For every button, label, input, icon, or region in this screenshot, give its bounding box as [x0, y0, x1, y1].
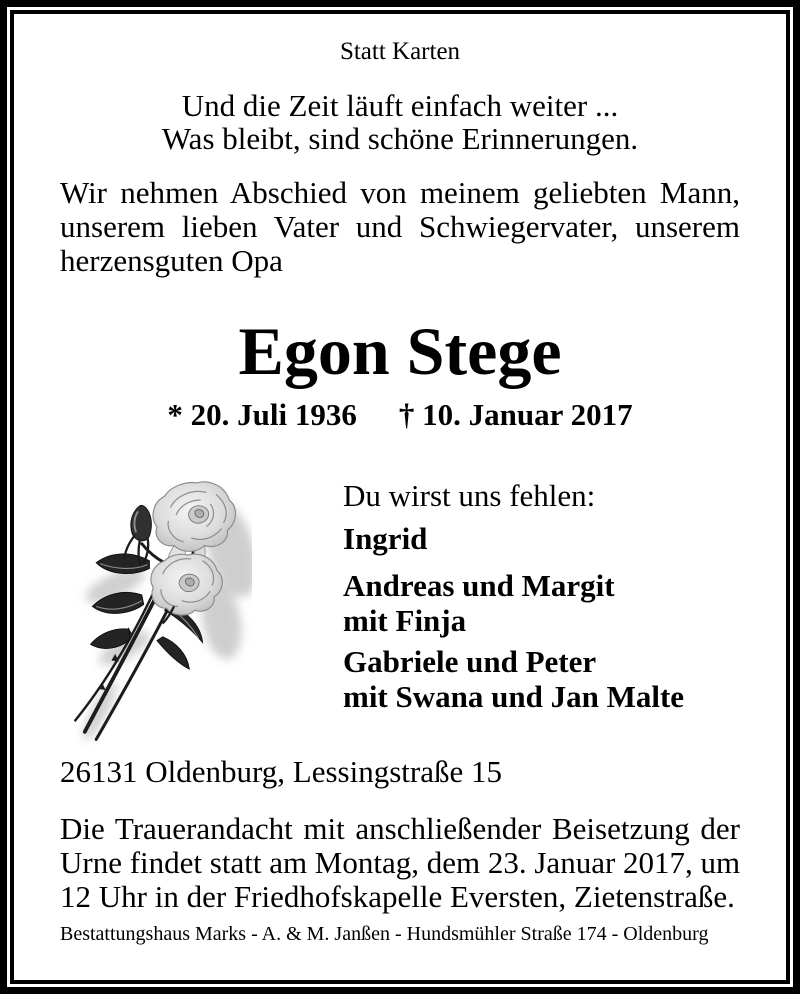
preheader: Statt Karten — [339, 38, 461, 65]
mourner-family-2-line-1: Gabriele und Peter — [343, 644, 597, 679]
death-date: † 10. Januar 2017 — [398, 397, 633, 432]
funeral-home-line: Bestattungshaus Marks - A. & M. Janßen - Hundsmühler Straße 174 - Oldenburg — [60, 923, 709, 945]
intro-line-1: Wir nehmen Abschied von meinem geliebten Mann, — [60, 175, 740, 210]
birth-date: * 20. Juli 1936 — [167, 397, 357, 432]
ceremony-line-2: Urne findet statt am Montag, dem 23. Januar 2017, um — [60, 845, 741, 880]
epigraph-line-1: Und die Zeit läuft einfach weiter ... — [181, 88, 619, 123]
epigraph — [0, 89, 800, 155]
mourner-family-1-line-2: mit Finja — [343, 603, 467, 638]
intro-paragraph — [60, 176, 740, 278]
mourner-widow: Ingrid — [343, 521, 428, 556]
mourner-family-2-line-2: mit Swana und Jan Malte — [343, 679, 685, 714]
farewell-line: Du wirst uns fehlen: — [343, 478, 596, 513]
address-line: 26131 Oldenburg, Lessingstraße 15 — [60, 754, 502, 789]
mourner-family-1 — [343, 568, 615, 638]
life-dates — [0, 398, 800, 432]
intro-line-3: herzensguten Opa — [60, 243, 283, 278]
ceremony-paragraph — [60, 812, 740, 914]
ceremony-line-3: 12 Uhr in der Friedhofskapelle Eversten, Zietenstraße. — [60, 879, 735, 914]
mourner-family-2 — [343, 644, 684, 714]
ceremony-line-1: Die Trauerandacht mit anschließender Beisetzung der — [60, 811, 740, 846]
epigraph-line-2: Was bleibt, sind schöne Erinnerungen. — [161, 121, 639, 156]
intro-line-2: unserem lieben Vater und Schwiegervater, unserem — [60, 209, 740, 244]
deceased-name: Egon Stege — [238, 313, 562, 389]
rose-illustration — [62, 462, 252, 747]
mourner-family-1-line-1: Andreas und Margit — [343, 568, 615, 603]
rose-blossom-top — [153, 482, 235, 551]
